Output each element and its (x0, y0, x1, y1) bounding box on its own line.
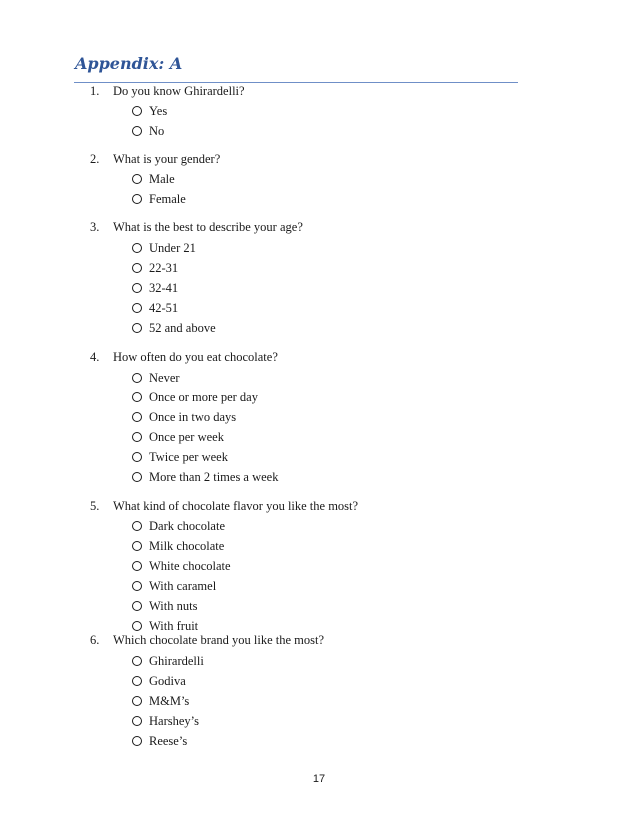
option-once-or-more-per-day[interactable] (132, 390, 258, 405)
radio-circle-icon[interactable] (132, 561, 142, 571)
heading-divider (74, 82, 518, 83)
option-label: Once or more per day (149, 390, 258, 404)
option-label: White chocolate (149, 559, 231, 573)
question-number: 2. (90, 152, 100, 166)
radio-circle-icon[interactable] (132, 696, 142, 706)
option-label: Yes (149, 104, 168, 118)
question-3 (90, 220, 303, 235)
question-5 (90, 499, 358, 514)
option-never[interactable] (132, 371, 180, 386)
option-label: More than 2 times a week (149, 470, 279, 484)
option-label: Milk chocolate (149, 539, 225, 553)
option-godiva[interactable] (132, 674, 186, 689)
question-number: 4. (90, 350, 100, 364)
option-no[interactable] (132, 124, 164, 139)
radio-circle-icon[interactable] (132, 452, 142, 462)
option-label: Female (149, 192, 186, 206)
radio-circle-icon[interactable] (132, 392, 142, 402)
option-twice-per-week[interactable] (132, 450, 228, 465)
question-number: 5. (90, 499, 100, 513)
radio-circle-icon[interactable] (132, 283, 142, 293)
option-dark-chocolate[interactable] (132, 519, 225, 534)
option-with-nuts[interactable] (132, 599, 197, 614)
option-milk-chocolate[interactable] (132, 539, 224, 554)
option-mms[interactable] (132, 694, 189, 709)
radio-circle-icon[interactable] (132, 126, 142, 136)
question-number: 1. (90, 84, 100, 98)
option-more-than-2-times[interactable] (132, 470, 278, 485)
option-52-and-above[interactable] (132, 321, 216, 336)
option-label: Male (149, 172, 175, 186)
option-once-per-week[interactable] (132, 430, 224, 445)
option-under-21[interactable] (132, 241, 196, 256)
option-32-41[interactable] (132, 281, 178, 296)
option-label: Twice per week (149, 450, 228, 464)
option-label: M&M’s (149, 694, 190, 708)
question-number: 6. (90, 633, 100, 647)
option-label: Never (149, 371, 180, 385)
radio-circle-icon[interactable] (132, 716, 142, 726)
radio-circle-icon[interactable] (132, 174, 142, 184)
option-label: No (149, 124, 165, 138)
radio-circle-icon[interactable] (132, 432, 142, 442)
radio-circle-icon[interactable] (132, 373, 142, 383)
option-label: 42-51 (149, 301, 179, 315)
radio-circle-icon[interactable] (132, 243, 142, 253)
radio-circle-icon[interactable] (132, 521, 142, 531)
question-4 (90, 350, 278, 365)
option-label: Once in two days (149, 410, 237, 424)
radio-circle-icon[interactable] (132, 303, 142, 313)
option-white-chocolate[interactable] (132, 559, 231, 574)
option-42-51[interactable] (132, 301, 178, 316)
option-label: Under 21 (149, 241, 196, 255)
radio-circle-icon[interactable] (132, 106, 142, 116)
appendix-heading: Appendix: A (75, 54, 183, 73)
radio-circle-icon[interactable] (132, 656, 142, 666)
option-reeses[interactable] (132, 734, 187, 749)
page-number: 17 (312, 773, 326, 785)
option-with-caramel[interactable] (132, 579, 216, 594)
option-ghirardelli[interactable] (132, 654, 204, 669)
option-with-fruit[interactable] (132, 619, 198, 634)
radio-circle-icon[interactable] (132, 621, 142, 631)
radio-circle-icon[interactable] (132, 472, 142, 482)
option-label: With caramel (149, 579, 217, 593)
radio-circle-icon[interactable] (132, 323, 142, 333)
radio-circle-icon[interactable] (132, 581, 142, 591)
radio-circle-icon[interactable] (132, 736, 142, 746)
question-text: How often do you eat chocolate? (113, 350, 278, 364)
option-male[interactable] (132, 172, 175, 187)
option-female[interactable] (132, 192, 186, 207)
option-once-in-two-days[interactable] (132, 410, 236, 425)
question-2 (90, 152, 220, 167)
option-yes[interactable] (132, 104, 167, 119)
option-label: With nuts (149, 599, 198, 613)
radio-circle-icon[interactable] (132, 194, 142, 204)
question-text: Which chocolate brand you like the most? (113, 633, 325, 647)
question-6 (90, 633, 324, 648)
radio-circle-icon[interactable] (132, 412, 142, 422)
option-label: Dark chocolate (149, 519, 226, 533)
option-label: Reese’s (149, 734, 188, 748)
question-text: Do you know Ghirardelli? (113, 84, 245, 98)
radio-circle-icon[interactable] (132, 676, 142, 686)
question-text: What kind of chocolate flavor you like the most? (113, 499, 359, 513)
option-label: Harshey’s (149, 714, 199, 728)
question-number: 3. (90, 220, 100, 234)
option-label: Godiva (149, 674, 186, 688)
option-label: 52 and above (149, 321, 216, 335)
radio-circle-icon[interactable] (132, 263, 142, 273)
radio-circle-icon[interactable] (132, 541, 142, 551)
radio-circle-icon[interactable] (132, 601, 142, 611)
option-22-31[interactable] (132, 261, 178, 276)
option-label: Once per week (149, 430, 224, 444)
question-text: What is the best to describe your age? (113, 220, 303, 234)
question-1 (90, 84, 245, 99)
option-label: 22-31 (149, 261, 179, 275)
option-harsheys[interactable] (132, 714, 199, 729)
option-label: 32-41 (149, 281, 179, 295)
question-text: What is your gender? (113, 152, 221, 166)
option-label: With fruit (149, 619, 199, 633)
option-label: Ghirardelli (149, 654, 204, 668)
